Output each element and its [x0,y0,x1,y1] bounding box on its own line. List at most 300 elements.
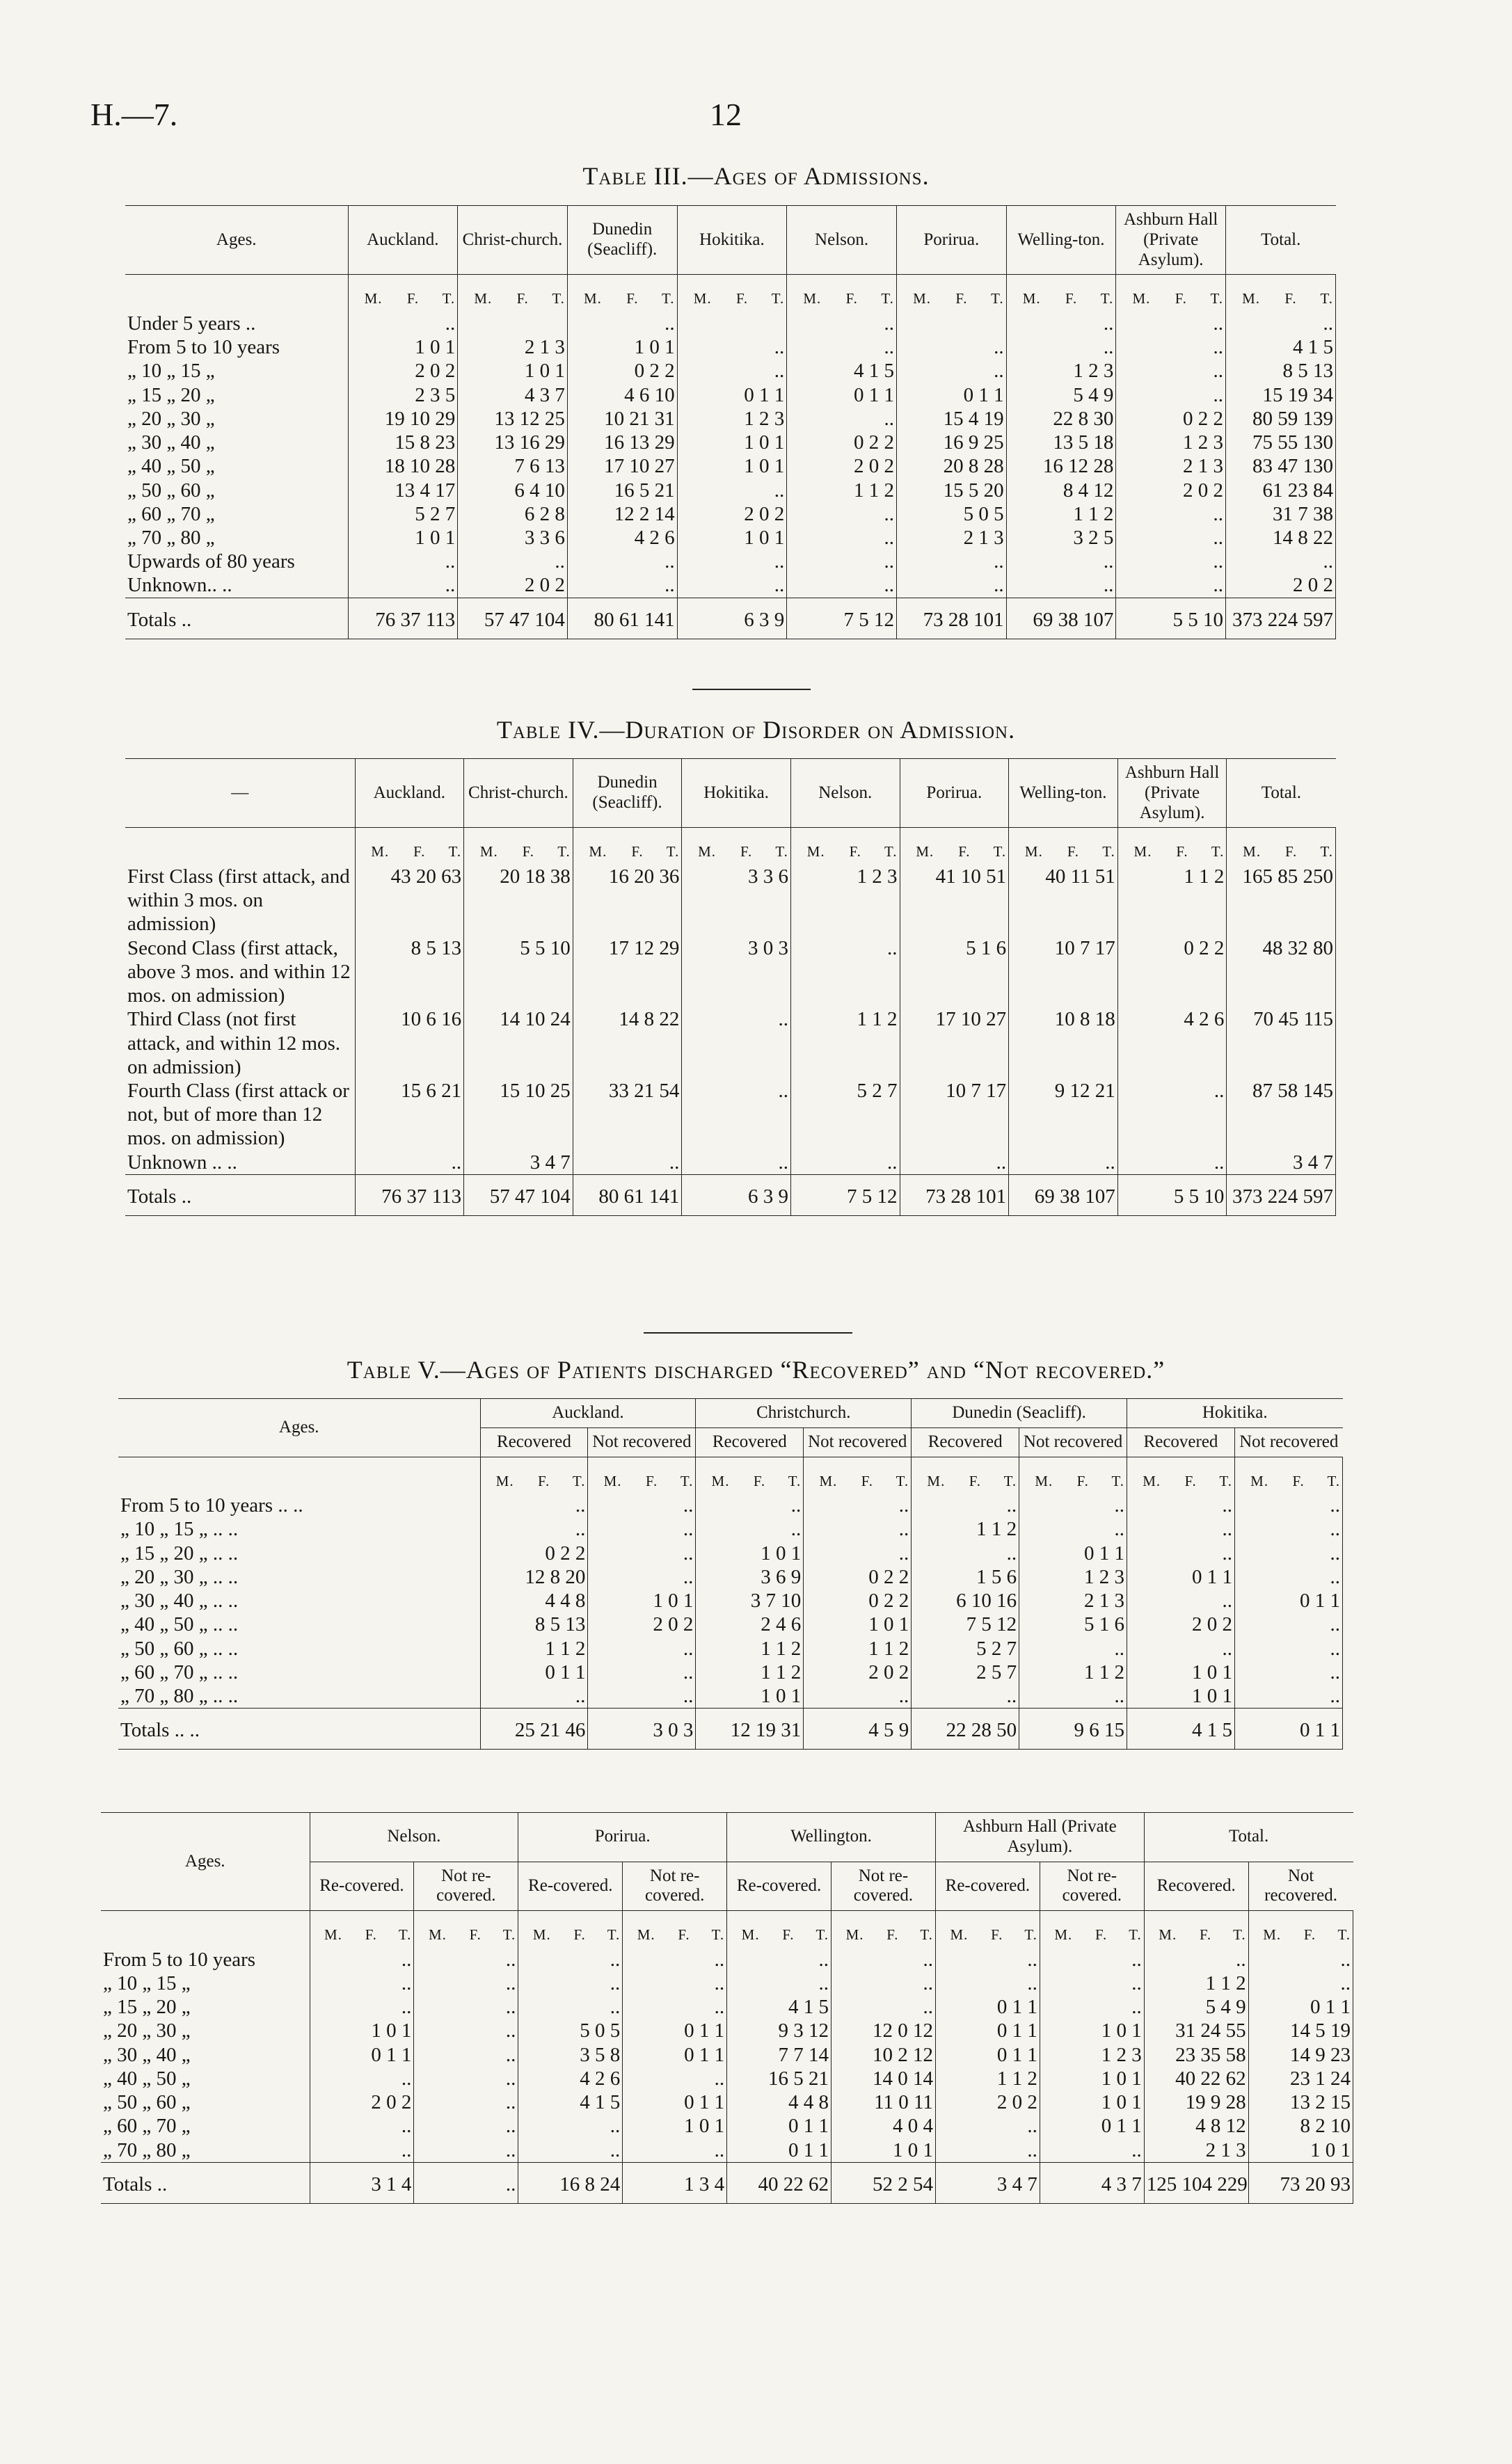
row-label: Fourth Class (first attack or not, but of more than 12 mos. on admission) [125,1079,355,1151]
mft-label: T. [1299,275,1336,312]
cell-group: 8 5 13 [355,936,464,1008]
sub-header: Re-covered. [310,1862,414,1911]
cell-group: 14 5 19 [1248,2019,1353,2042]
mft-label: F. [365,1926,377,1943]
cell-group: .. [1019,1494,1127,1517]
mft-label: T. [900,1911,935,1948]
mft-label: T. [750,275,787,312]
cell-group: 10 2 12 [831,2043,936,2067]
ages-header: Ages. [118,1399,480,1457]
cell-group: 16 9 25 [896,431,1006,454]
cell-group: .. [588,1661,696,1684]
table-row [125,479,1336,502]
cell-group: .. [682,1007,791,1079]
row-label: „ 50 „ 60 „ .. .. [118,1637,480,1661]
cell-group: 0 1 1 [623,2090,727,2114]
column-group: Auckland. [348,206,458,275]
cell-group: .. [414,2019,518,2042]
table-row [118,1661,1343,1684]
cell-group: .. [1019,1637,1127,1661]
cell-group: 2 1 3 [1019,1589,1127,1613]
cell-group: 2 0 2 [935,2090,1040,2114]
cell-group: 70 45 115 [1227,1007,1336,1079]
row-label: Under 5 years .. [125,312,348,335]
cell-group: 4 3 7 [458,383,568,407]
row-label: „ 30 „ 40 „ .. .. [118,1589,480,1613]
mft-label: M. [1035,1472,1053,1489]
mft-label: M. [324,1926,342,1943]
cell-group: .. [588,1494,696,1517]
row-label: „ 70 „ 80 „ [125,526,348,550]
cell-group: 2 0 2 [804,1661,912,1684]
cell-group: 8 2 10 [1248,2114,1353,2138]
mft-label: F. [958,843,971,861]
cell-group: 1 0 1 [458,359,568,383]
mft-label: F. [886,1926,899,1943]
cell-group: 4 2 6 [518,2067,623,2090]
column-group: Nelson. [310,1813,518,1862]
cell-group: .. [682,1151,791,1175]
sub-header: Re-covered. [935,1862,1040,1911]
column-group: Christ-church. [458,206,568,275]
cell-group: 14 9 23 [1248,2043,1353,2067]
cell-group: 3 6 9 [696,1565,804,1589]
cell-group: 1 3 4 [623,2162,727,2203]
cell-group: 1 0 1 [804,1613,912,1636]
cell-group: 1 0 1 [588,1589,696,1613]
mft-label: M. [950,1926,969,1943]
mft-header-row [125,275,1336,312]
column-group: Porirua. [900,759,1009,828]
cell-group: 1 0 1 [348,335,458,359]
row-label: Unknown .. .. [125,1151,355,1175]
sub-header: Not recovered [1019,1427,1127,1457]
mft-spacer [125,275,348,312]
table-5-part-2 [101,1812,1353,2204]
cell-group: .. [1248,1971,1353,1995]
column-group: Total. [1144,1813,1353,1862]
sub-header: Recovered [912,1427,1019,1457]
cell-group: 19 9 28 [1144,2090,1248,2114]
cell-group: 0 2 2 [804,1565,912,1589]
mft-label: T. [531,275,568,312]
table-row [125,502,1336,526]
cell-group: 1 0 1 [623,2114,727,2138]
column-group: Auckland. [480,1399,696,1428]
cell-group: .. [696,1494,804,1517]
table-row [125,1007,1336,1079]
cell-group: 4 1 5 [518,2090,623,2114]
table-row [125,431,1336,454]
cell-group: .. [518,2114,623,2138]
mft-label: M. [364,290,383,307]
cell-group: 83 47 130 [1226,454,1336,478]
row-label: From 5 to 10 years .. .. [118,1494,480,1517]
cell-group: 73 20 93 [1248,2162,1353,2203]
cell-group: .. [310,2138,414,2163]
cell-group: .. [804,1494,912,1517]
row-label: „ 70 „ 80 „ [101,2138,310,2163]
cell-group: 0 2 2 [567,359,677,383]
cell-group: 5 2 7 [348,502,458,526]
row-label: From 5 to 10 years [125,335,348,359]
cell-group: .. [1019,1517,1127,1541]
table-5-part-1 [118,1398,1343,1750]
sub-header: Not re-covered. [414,1862,518,1911]
mft-label: M. [1159,1926,1177,1943]
divider [644,1332,852,1334]
mft-label: T. [646,828,682,865]
cell-group: 0 1 1 [623,2043,727,2067]
cell-group: 13 12 25 [458,407,568,431]
column-group: Christchurch. [696,1399,912,1428]
table-4 [125,758,1336,1216]
cell-group: .. [623,2067,727,2090]
column-group: Welling-ton. [1006,206,1116,275]
cell-group: .. [458,550,568,573]
row-label: „ 40 „ 50 „ [125,454,348,478]
row-label: Upwards of 80 years [125,550,348,573]
cell-group: .. [1127,1589,1235,1613]
cell-group: 3 4 7 [464,1151,573,1175]
mft-spacer [101,1911,310,1948]
cell-group: .. [1006,335,1116,359]
cell-group: .. [623,1948,727,1971]
mft-label: M. [1054,1926,1073,1943]
row-label: Third Class (not first attack, and within 12 mos. on admission) [125,1007,355,1079]
cell-group: 0 1 1 [787,383,897,407]
sub-header: Recovered. [1144,1862,1248,1911]
table-4-title: Table IV.—Duration of Disorder on Admission. [496,716,1016,744]
cell-group: 3 0 3 [588,1709,696,1750]
cell-group: 13 16 29 [458,431,568,454]
mft-label: M. [741,1926,760,1943]
cell-group: 10 21 31 [567,407,677,431]
cell-group: 15 8 23 [348,431,458,454]
cell-group: 14 8 22 [1226,526,1336,550]
cell-group: 8 5 13 [480,1613,588,1636]
cell-group: 12 2 14 [567,502,677,526]
cell-group: 1 0 1 [1248,2138,1353,2163]
mft-label: M. [711,1472,730,1489]
cell-group: 1 5 6 [912,1565,1019,1589]
cell-group: .. [912,1494,1019,1517]
cell-group: 0 2 2 [1116,407,1226,431]
mft-header-row [118,1457,1343,1494]
column-group: Hokitika. [682,759,791,828]
sub-header: Recovered [696,1427,804,1457]
row-label: „ 60 „ 70 „ .. .. [118,1661,480,1684]
cell-group: 3 7 10 [696,1589,804,1613]
ages-header: Ages. [125,206,348,275]
cell-group: .. [1006,550,1116,573]
cell-group: 3 4 7 [935,2162,1040,2203]
row-label: Second Class (first attack, above 3 mos. and within 12 mos. on admission) [125,936,355,1008]
mft-header-row [125,828,1336,865]
cell-group: 4 5 9 [804,1709,912,1750]
cell-group: 2 1 3 [1116,454,1226,478]
cell-group: 61 23 84 [1226,479,1336,502]
cell-group: 14 8 22 [573,1007,682,1079]
mft-label: M. [479,843,498,861]
mft-label: M. [803,290,822,307]
cell-group: 41 10 51 [900,865,1009,936]
sub-header: Not re-covered. [1040,1862,1144,1911]
column-group: Hokitika. [677,206,787,275]
column-group: Dunedin (Seacliff). [567,206,677,275]
cell-group: .. [518,2138,623,2163]
cell-group: 3 4 7 [1227,1151,1336,1175]
mft-label: T. [1091,1457,1127,1494]
cell-group: 165 85 250 [1227,865,1336,936]
cell-group: 17 10 27 [900,1007,1009,1079]
cell-group: 13 4 17 [348,479,458,502]
mft-label: M. [1143,1472,1161,1489]
mft-label: T. [484,1911,518,1948]
mft-label: T. [588,1911,623,1948]
cell-group: 48 32 80 [1227,936,1336,1008]
row-label: „ 15 „ 20 „ [125,383,348,407]
cell-group: 69 38 107 [1009,1174,1118,1215]
cell-group: 7 6 13 [458,454,568,478]
mft-label: F. [849,843,861,861]
cell-group: .. [588,1684,696,1709]
mft-label: M. [1242,290,1261,307]
cell-group: 9 12 21 [1009,1079,1118,1151]
row-label: Totals .. [125,598,348,639]
cell-group: .. [573,1151,682,1175]
table-row [118,1494,1343,1517]
cell-group: 2 0 2 [1226,573,1336,598]
cell-group: 16 20 36 [573,865,682,936]
column-group: Dunedin (Seacliff). [573,759,682,828]
cell-group: 4 2 6 [1117,1007,1227,1079]
mft-label: F. [516,290,529,307]
mft-label: T. [767,1457,804,1494]
cell-group: 2 0 2 [310,2090,414,2114]
cell-group: 2 1 3 [458,335,568,359]
cell-group: 16 8 24 [518,2162,623,2203]
mft-label: F. [1303,1926,1316,1943]
cell-group: 40 22 62 [727,2162,831,2203]
mft-label: F. [1076,1472,1089,1489]
table-row [118,1565,1343,1589]
mft-label: M. [1024,843,1043,861]
cell-group: .. [896,550,1006,573]
cell-group: .. [935,1948,1040,1971]
sub-header: Re-covered. [727,1862,831,1911]
cell-group: 4 1 5 [1226,335,1336,359]
cell-group: 0 1 1 [935,1995,1040,2019]
cell-group: 4 2 6 [567,526,677,550]
cell-group: 15 4 19 [896,407,1006,431]
cell-group: 1 0 1 [1127,1684,1235,1709]
cell-group: .. [727,1971,831,1995]
mft-label: M. [371,843,390,861]
table-row [125,526,1336,550]
cell-group: 75 55 130 [1226,431,1336,454]
cell-group: 15 10 25 [464,1079,573,1151]
row-label: Totals .. [101,2162,310,2203]
cell-group: 4 4 8 [727,2090,831,2114]
cell-group: .. [912,1542,1019,1565]
mft-label: T. [421,275,458,312]
mft-label: T. [427,828,463,865]
mft-label: F. [573,1926,586,1943]
cell-group: .. [588,1517,696,1541]
mft-label: M. [1132,290,1151,307]
mft-label: M. [637,1926,655,1943]
column-group: Porirua. [896,206,1006,275]
cell-group: .. [1234,1613,1342,1636]
cell-group: .. [1234,1565,1342,1589]
mft-label: T. [797,1911,831,1948]
cell-group: 3 0 3 [682,936,791,1008]
cell-group: 4 4 8 [480,1589,588,1613]
cell-group: 1 2 3 [1006,359,1116,383]
table-row [101,2043,1353,2067]
table-row [125,865,1336,936]
cell-group: 0 2 2 [1117,936,1227,1008]
column-group: Ashburn Hall (Private Asylum). [1116,206,1226,275]
page-header-left: H.—7. [90,97,178,132]
cell-group: 13 5 18 [1006,431,1116,454]
cell-group: 16 5 21 [727,2067,831,2090]
mft-label: M. [428,1926,447,1943]
cell-group: 1 0 1 [677,454,787,478]
class-header: — [125,759,355,828]
mft-label: T. [1318,1911,1353,1948]
sub-header: Not recovered. [1248,1862,1353,1911]
cell-group: 20 18 38 [464,865,573,936]
cell-group: 0 1 1 [935,2019,1040,2042]
cell-group: .. [518,1995,623,2019]
column-group: Ashburn Hall (Private Asylum). [1117,759,1227,828]
mft-label: F. [522,843,535,861]
mft-label: F. [735,290,749,307]
cell-group: .. [348,312,458,335]
table-row [125,407,1336,431]
mft-spacer [118,1457,480,1494]
cell-group: .. [896,573,1006,598]
cell-group: 5 2 7 [790,1079,900,1151]
table-row [125,573,1336,598]
cell-group: 2 0 2 [787,454,897,478]
cell-group: 40 22 62 [1144,2067,1248,2090]
cell-group: .. [1127,1517,1235,1541]
row-label: „ 40 „ 50 „ .. .. [118,1613,480,1636]
totals-row [101,2162,1353,2203]
table-3 [125,205,1336,639]
cell-group: 7 5 12 [790,1174,900,1215]
cell-group: 33 21 54 [573,1079,682,1151]
table-row [101,2019,1353,2042]
cell-group: .. [1234,1637,1342,1661]
cell-group: 5 0 5 [518,2019,623,2042]
cell-group: 40 11 51 [1009,865,1118,936]
cell-group: .. [414,2138,518,2163]
cell-group: 7 5 12 [787,598,897,639]
cell-group: .. [1144,1948,1248,1971]
cell-group: .. [1040,1948,1144,1971]
cell-group: .. [1127,1637,1235,1661]
cell-group: .. [310,2114,414,2138]
cell-group: 7 5 12 [912,1613,1019,1636]
cell-group: 1 0 1 [567,335,677,359]
cell-group: 1 0 1 [1040,2067,1144,2090]
cell-group: 0 1 1 [1019,1542,1127,1565]
cell-group: 1 2 3 [1040,2043,1144,2067]
mft-label: M. [927,1472,946,1489]
cell-group: 1 0 1 [1040,2090,1144,2114]
cell-group: 0 2 2 [480,1542,588,1565]
mft-label: M. [589,843,607,861]
row-label: „ 10 „ 15 „ [101,1971,310,1995]
cell-group: .. [831,1995,936,2019]
table-row [125,383,1336,407]
cell-group: 4 8 12 [1144,2114,1248,2138]
cell-group [677,312,787,335]
cell-group: 6 2 8 [458,502,568,526]
cell-group: 1 2 3 [790,865,900,936]
mft-label: F. [631,843,644,861]
cell-group: 1 0 1 [677,526,787,550]
mft-label: F. [969,1472,981,1489]
cell-group: 5 4 9 [1006,383,1116,407]
cell-group: 2 5 7 [912,1661,1019,1684]
cell-group: 5 1 6 [900,936,1009,1008]
cell-group: 2 0 2 [458,573,568,598]
table-row [101,2067,1353,2090]
cell-group: .. [414,1995,518,2019]
row-label: „ 30 „ 40 „ [101,2043,310,2067]
cell-group: .. [790,1151,900,1175]
cell-group: 2 3 5 [348,383,458,407]
mft-label: T. [983,1457,1019,1494]
cell-group: .. [310,1948,414,1971]
mft-label: T. [1307,1457,1343,1494]
cell-group: .. [1116,573,1226,598]
cell-group: 4 1 5 [727,1995,831,2019]
mft-label: M. [1250,1472,1269,1489]
cell-group: 17 10 27 [567,454,677,478]
cell-group: 6 10 16 [912,1589,1019,1613]
cell-group: .. [787,550,897,573]
cell-group: 1 1 2 [696,1637,804,1661]
cell-group: 4 3 7 [1040,2162,1144,2203]
cell-group: 0 1 1 [1234,1709,1342,1750]
cell-group: 2 1 3 [896,526,1006,550]
cell-group: 1 1 2 [935,2067,1040,2090]
cell-group: 10 8 18 [1009,1007,1118,1079]
cell-group: 1 1 2 [790,1007,900,1079]
cell-group: .. [623,2138,727,2163]
cell-group: 0 1 1 [727,2138,831,2163]
cell-group: .. [1040,1971,1144,1995]
mft-label: T. [1005,1911,1040,1948]
column-group: Ashburn Hall (Private Asylum). [935,1813,1144,1862]
sub-header: Not recovered [1234,1427,1342,1457]
row-label: „ 10 „ 15 „ [125,359,348,383]
row-label: „ 60 „ 70 „ [101,2114,310,2138]
cell-group: 73 28 101 [896,598,1006,639]
mft-label: F. [678,1926,690,1943]
cell-group [896,312,1006,335]
cell-group: .. [310,1995,414,2019]
cell-group: .. [787,335,897,359]
row-label: First Class (first attack, and within 3 mos. on admission) [125,865,355,936]
cell-group: .. [1116,526,1226,550]
